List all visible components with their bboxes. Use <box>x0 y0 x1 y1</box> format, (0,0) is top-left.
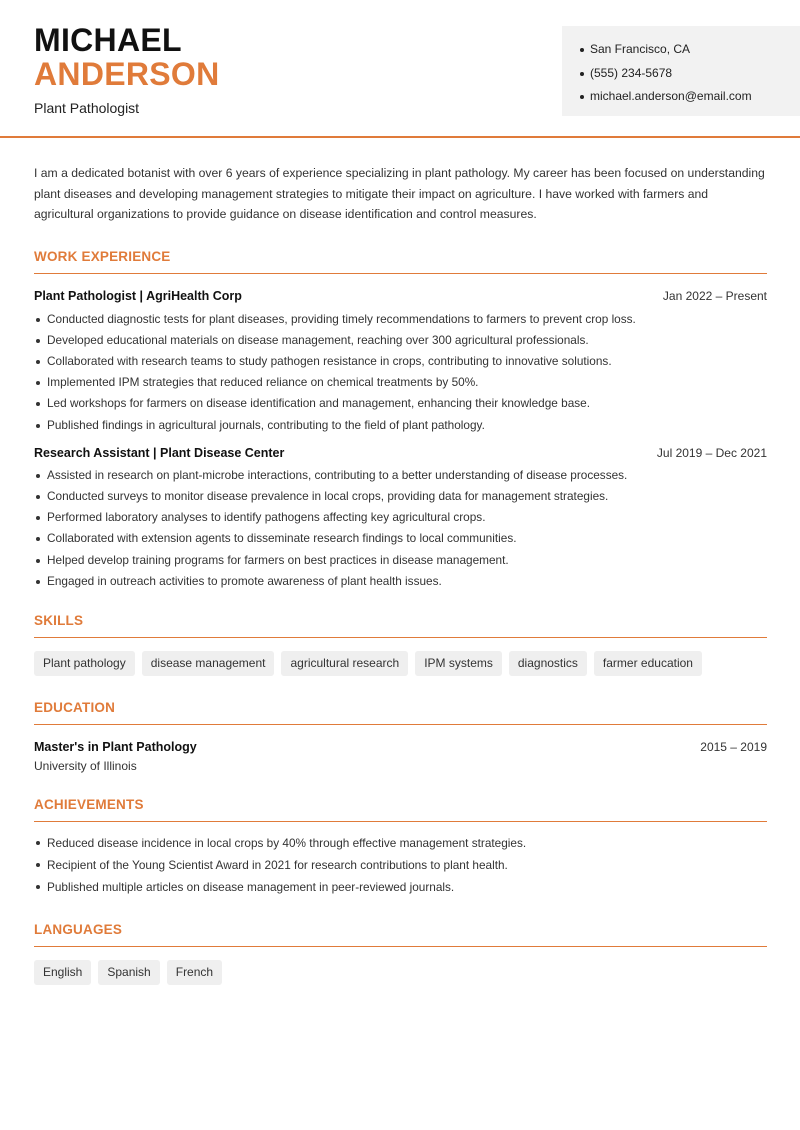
job-bullet: Conducted surveys to monitor disease prevalence in local crops, providing data for management strategies. <box>34 486 767 507</box>
education-degree: Master's in Plant Pathology <box>34 739 197 754</box>
job-role: Plant Pathologist | AgriHealth Corp <box>34 288 242 303</box>
job-bullet: Collaborated with extension agents to disseminate research findings to local communities. <box>34 528 767 549</box>
job-bullet: Implemented IPM strategies that reduced reliance on chemical treatments by 50%. <box>34 372 767 393</box>
resume-header <box>0 0 800 138</box>
job-dates: Jan 2022 – Present <box>662 288 767 303</box>
job-bullet: Assisted in research on plant-microbe interactions, contributing to a better understanding of disease processes. <box>34 465 767 486</box>
resume-body <box>34 138 767 985</box>
achievement-item: Reduced disease incidence in local crops by 40% through effective management strategies. <box>34 832 767 854</box>
last-name: ANDERSON <box>34 56 220 92</box>
section-title-skills: SKILLS <box>34 613 767 638</box>
summary-paragraph: I am a dedicated botanist with over 6 years of experience specializing in plant pathology. My career has been focused on understanding plant diseases and developing management strategies to mitigate their impact on agriculture. I have worked with farmers and agricultural organizations to provide guidance on disease identification and control measures. <box>34 166 765 221</box>
education-section <box>34 700 767 773</box>
job-bullet: Led workshops for farmers on disease identification and management, enhancing their knowledge base. <box>34 393 767 414</box>
job-bullet: Collaborated with research teams to study pathogen resistance in crops, contributing to innovative solutions. <box>34 351 767 372</box>
contact-box <box>562 26 800 116</box>
language-tag: Spanish <box>98 960 159 985</box>
section-title-achievements: ACHIEVEMENTS <box>34 797 767 822</box>
job-bullet: Developed educational materials on disease management, reaching over 300 agricultural professionals. <box>34 330 767 351</box>
achievement-item: Published multiple articles on disease management in peer-reviewed journals. <box>34 876 767 898</box>
education-school: University of Illinois <box>34 758 137 773</box>
section-title-work: WORK EXPERIENCE <box>34 249 767 274</box>
job-role: Research Assistant | Plant Disease Center <box>34 445 285 460</box>
contact-email[interactable]: michael.anderson@email.com <box>580 85 782 109</box>
skill-tag: diagnostics <box>509 651 587 676</box>
job-bullet: Helped develop training programs for farmers on best practices in disease management. <box>34 550 767 571</box>
job-bullet: Performed laboratory analyses to identify pathogens affecting key agricultural crops. <box>34 507 767 528</box>
job-bullet: Engaged in outreach activities to promote awareness of plant health issues. <box>34 571 767 592</box>
section-title-education: EDUCATION <box>34 700 767 725</box>
languages-section <box>34 922 767 985</box>
contact-location: San Francisco, CA <box>580 38 782 62</box>
skill-tag: agricultural research <box>281 651 408 676</box>
achievements-section <box>34 797 767 898</box>
job-title: Plant Pathologist <box>34 100 140 116</box>
skill-tag: Plant pathology <box>34 651 135 676</box>
job-bullet: Published findings in agricultural journals, contributing to the field of plant pathology. <box>34 415 767 436</box>
language-tag: English <box>34 960 91 985</box>
candidate-name <box>34 24 220 90</box>
skill-tag: IPM systems <box>415 651 502 676</box>
job-entry <box>34 289 767 436</box>
section-title-languages: LANGUAGES <box>34 922 767 947</box>
job-dates: Jul 2019 – Dec 2021 <box>656 445 767 460</box>
language-tag: French <box>167 960 222 985</box>
achievement-item: Recipient of the Young Scientist Award in 2021 for research contributions to plant health. <box>34 854 767 876</box>
skills-section <box>34 613 767 676</box>
skill-tag: farmer education <box>594 651 702 676</box>
skill-tag: disease management <box>142 651 275 676</box>
contact-phone: (555) 234-5678 <box>580 62 782 86</box>
work-experience-section <box>34 249 767 592</box>
job-bullet: Conducted diagnostic tests for plant diseases, providing timely recommendations to farmers to prevent crop loss. <box>34 309 767 330</box>
job-entry <box>34 446 767 592</box>
first-name: MICHAEL <box>34 22 182 58</box>
education-dates: 2015 – 2019 <box>700 739 767 754</box>
education-entry <box>34 740 767 773</box>
